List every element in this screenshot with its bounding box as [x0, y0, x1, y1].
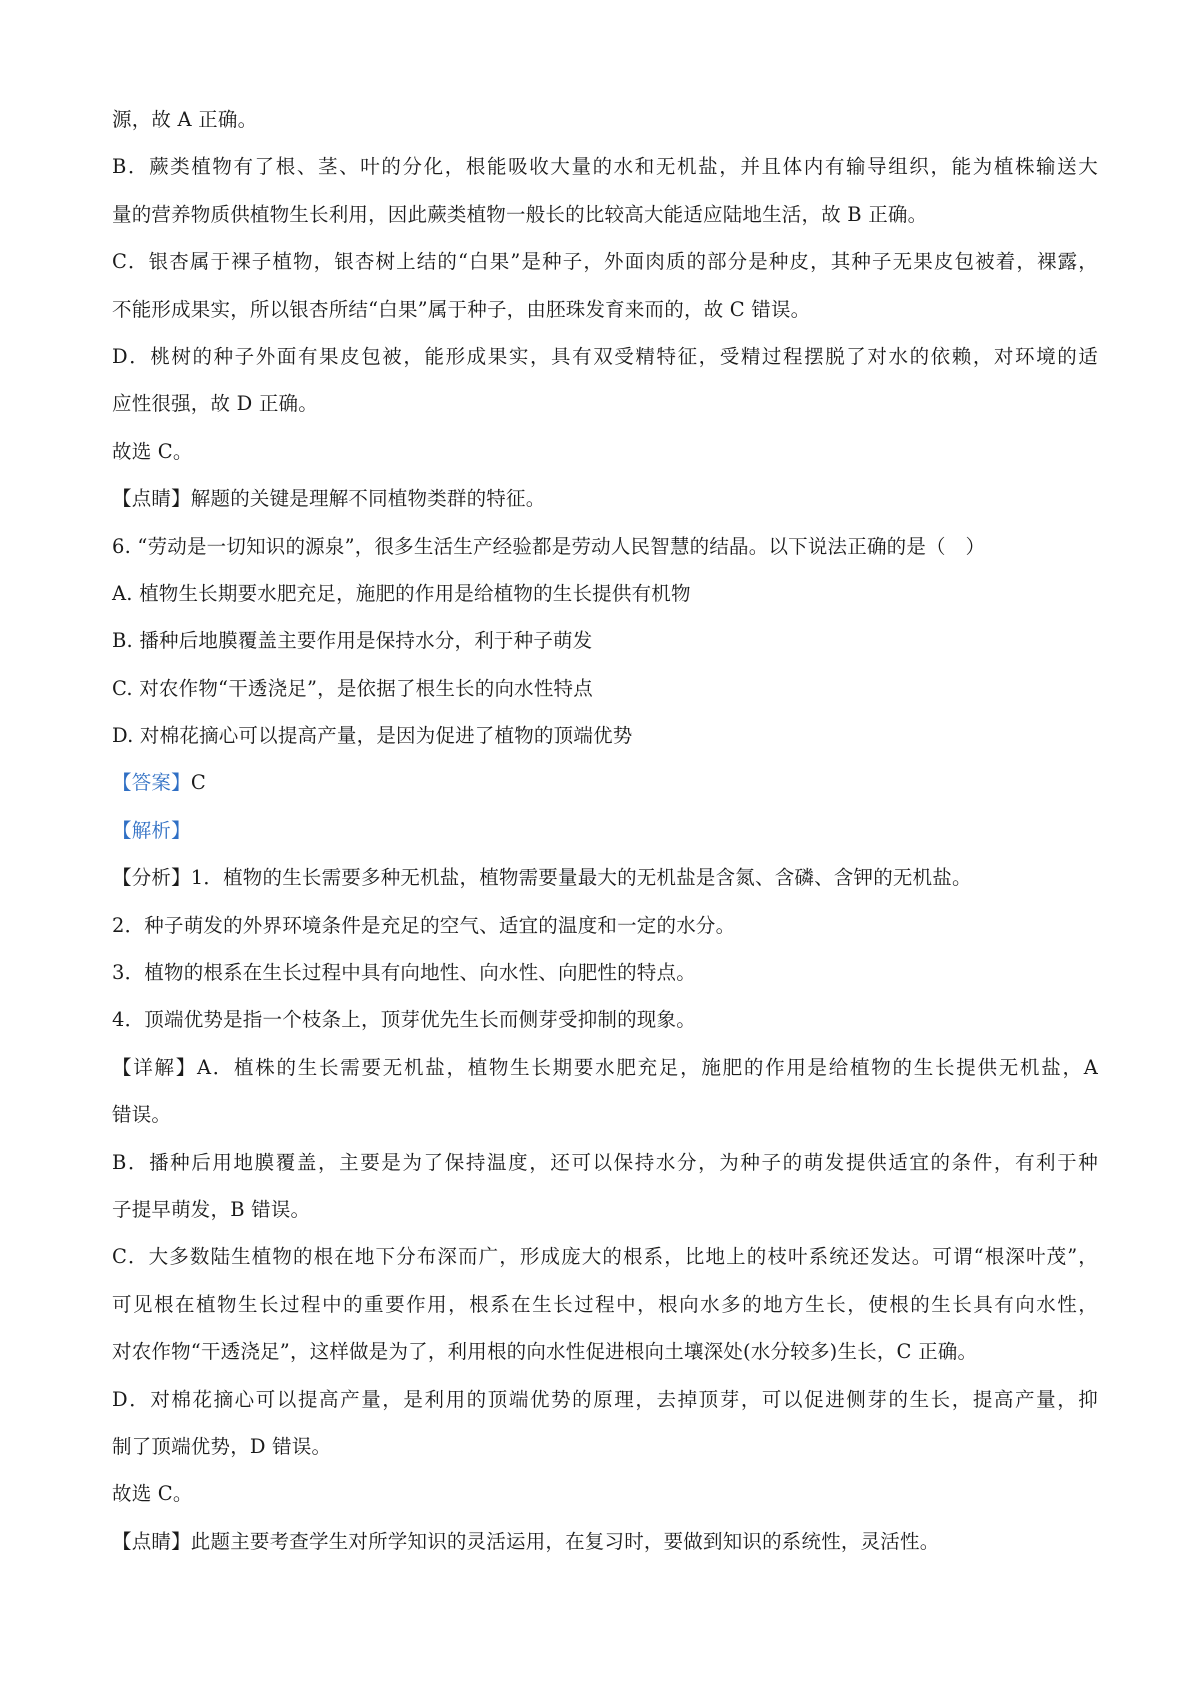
fenxi-line-2: 2．种子萌发的外界环境条件是充足的空气、适宜的温度和一定的水分。	[112, 913, 736, 937]
prev-option-d-line1: D．桃树的种子外面有果皮包被，能形成果实，具有双受精特征，受精过程摆脱了对水的依赖，对环境的适	[112, 344, 1098, 368]
detail-c-line3: 对农作物“干透浇足”，这样做是为了，利用根的向水性促进根向土壤深处(水分较多)生长，C 正确。	[112, 1340, 978, 1364]
question-6-option-a: A. 植物生长期要水肥充足，施肥的作用是给植物的生长提供有机物	[112, 581, 691, 605]
prev-option-b-line1: B．蕨类植物有了根、茎、叶的分化，根能吸收大量的水和无机盐，并且体内有输导组织，能为植株输送大	[112, 155, 1098, 179]
prev-option-c-line2: 不能形成果实，所以银杏所结“白果”属于种子，由胚珠发育来而的，故 C 错误。	[112, 297, 811, 321]
answer-label: 【答案】	[112, 771, 191, 795]
detail-b-line2: 子提早萌发，B 错误。	[112, 1197, 311, 1221]
prev-comment: 【点睛】解题的关键是理解不同植物类群的特征。	[112, 487, 546, 511]
detail-c-line2: 可见根在植物生长过程中的重要作用，根系在生长过程中，根向水多的地方生长，使根的生长具有向水性，	[112, 1292, 1098, 1316]
detail-d-line2: 制了顶端优势，D 错误。	[112, 1434, 332, 1458]
prev-option-c-line1: C．银杏属于裸子植物，银杏树上结的“白果”是种子，外面肉质的部分是种皮，其种子无果皮包被着，裸露，	[112, 250, 1098, 274]
detail-c-line1: C．大多数陆生植物的根在地下分布深而广，形成庞大的根系，比地上的枝叶系统还发达。可谓“根深叶茂”，	[112, 1245, 1098, 1269]
fenxi-line-1: 【分析】1．植物的生长需要多种无机盐，植物需要量最大的无机盐是含氮、含磷、含钾的无机盐。	[112, 866, 972, 890]
question-6-option-d: D. 对棉花摘心可以提高产量，是因为促进了植物的顶端优势	[112, 724, 633, 748]
prev-option-d-line2: 应性很强，故 D 正确。	[112, 392, 318, 416]
detail-d-line1: D．对棉花摘心可以提高产量，是利用的顶端优势的原理，去掉顶芽，可以促进侧芽的生长，提高产量，抑	[112, 1387, 1098, 1411]
prev-option-a-tail: 源，故 A 正确。	[112, 108, 258, 131]
answer-line	[112, 759, 1098, 806]
detail-a-line2: 错误。	[112, 1103, 172, 1127]
question-6-option-b: B. 播种后地膜覆盖主要作用是保持水分，利于种子萌发	[112, 629, 593, 653]
question-6-option-c: C. 对农作物“干透浇足”，是依据了根生长的向水性特点	[112, 676, 593, 700]
question-6-stem: 6. “劳动是一切知识的源泉”，很多生活生产经验都是劳动人民智慧的结晶。以下说法正确的是（ ）	[112, 534, 986, 558]
fenxi-line-4: 4．顶端优势是指一个枝条上，顶芽优先生长而侧芽受抑制的现象。	[112, 1008, 696, 1032]
analysis-label: 【解析】	[112, 818, 191, 842]
answer-value: C	[190, 771, 206, 795]
page-content	[112, 96, 1098, 1565]
prev-option-b-line2: 量的营养物质供植物生长利用，因此蕨类植物一般长的比较高大能适应陆地生活，故 B 正确。	[112, 202, 928, 226]
question-6-comment: 【点睛】此题主要考查学生对所学知识的灵活运用，在复习时，要做到知识的系统性，灵活性。	[112, 1529, 940, 1553]
detail-a-line1: 【详解】A．植株的生长需要无机盐，植物生长期要水肥充足，施肥的作用是给植物的生长提供无机盐，A	[112, 1055, 1098, 1079]
fenxi-line-3: 3．植物的根系在生长过程中具有向地性、向水性、向肥性的特点。	[112, 961, 696, 985]
detail-b-line1: B．播种后用地膜覆盖，主要是为了保持温度，还可以保持水分，为种子的萌发提供适宜的条件，有利于种	[112, 1150, 1098, 1174]
question-6-choice: 故选 C。	[112, 1482, 193, 1506]
prev-choice: 故选 C。	[112, 439, 193, 463]
